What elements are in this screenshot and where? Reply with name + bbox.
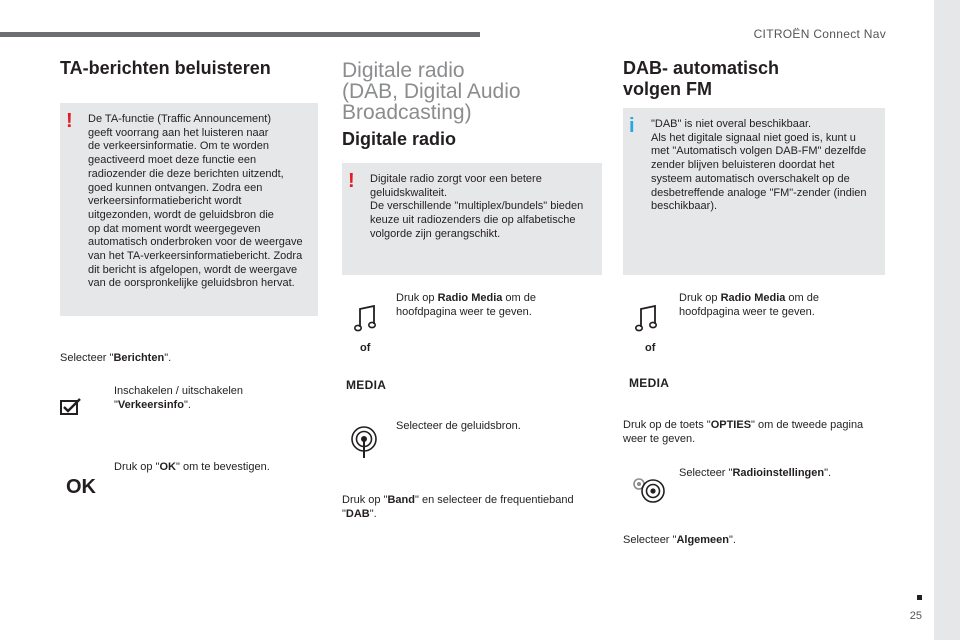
music-note-icon bbox=[354, 305, 376, 333]
step-radio-media: Druk op Radio Media om de hoofdpagina weer te geven. bbox=[679, 292, 820, 318]
chapter-title: Digitale radio (DAB, Digital Audio Broadcasting) bbox=[342, 59, 521, 124]
media-button-icon: MEDIA bbox=[346, 378, 387, 392]
note-text: "DAB" is niet overal beschikbaar. Als het digitale signaal niet goed is, kunt u met "Automatisch volgen DAB-FM" dezelfde zender blijven beluisteren doordat het systeem automatisch overschakelt op de desbetreffende analoge "FM"-zender (indien beschikbaar). bbox=[651, 118, 867, 213]
step-confirm: Druk op "OK" om te bevestigen. bbox=[114, 461, 270, 473]
or-label: of bbox=[645, 342, 656, 354]
step-band: Druk op "Band" en selecteer de frequentieband "DAB". bbox=[342, 494, 574, 520]
radio-signal-icon bbox=[350, 425, 378, 459]
page-number: 25 bbox=[909, 610, 922, 622]
step-toggle-traffic: Inschakelen / uitschakelen "Verkeersinfo". bbox=[114, 385, 244, 411]
step-general: Selecteer "Algemeen". bbox=[623, 534, 736, 546]
checkbox-icon bbox=[60, 398, 82, 416]
section-heading: Digitale radio bbox=[342, 129, 457, 149]
page-marker bbox=[917, 595, 922, 600]
music-note-icon bbox=[635, 305, 657, 333]
warning-icon: ! bbox=[348, 170, 355, 192]
note-text: De TA-functie (Traffic Announcement) geeft voorrang aan het luisteren naar de verkeersinformatie. Om te worden geactiveerd moet deze functie een radiozender die deze berichten uitzendt, goed kunnen ontvangen. Zodra een verkeersinformatiebericht wordt uitgezonden, wordt de geluidsbron die op dat moment wordt weergegeven automatisch onderbroken voor de weergave van het TA-verkeersinformatiebericht. Zodra dit bericht is afgelopen, wordt de weergave van de oorspronkelijke geluidsbron hervat. bbox=[88, 113, 303, 290]
media-button-icon: MEDIA bbox=[629, 376, 670, 390]
section-heading: DAB- automatisch volgen FM bbox=[623, 58, 780, 99]
note-text: Digitale radio zorgt voor een betere geluidskwaliteit. De verschillende "multiplex/bundels" bieden keuze uit radiozenders die op alfabetische volgorde zijn gerangschikt. bbox=[370, 173, 584, 240]
or-label: of bbox=[360, 342, 371, 354]
section-heading: TA-berichten beluisteren bbox=[60, 58, 271, 78]
header-rule bbox=[0, 32, 480, 37]
warning-icon: ! bbox=[66, 110, 73, 132]
radio-settings-icon bbox=[631, 475, 667, 505]
step-select-source: Selecteer de geluidsbron. bbox=[396, 420, 521, 432]
info-note bbox=[623, 108, 885, 275]
warning-note bbox=[60, 103, 318, 316]
info-icon: i bbox=[629, 115, 635, 137]
ok-icon: OK bbox=[66, 476, 96, 498]
warning-note bbox=[342, 163, 602, 275]
header-title: CITROËN Connect Nav bbox=[753, 27, 886, 41]
side-band bbox=[934, 0, 960, 640]
step-radio-media: Druk op Radio Media om de hoofdpagina weer te geven. bbox=[396, 292, 537, 318]
step-options: Druk op de toets "OPTIES" om de tweede pagina weer te geven. bbox=[623, 419, 864, 445]
step-select-messages: Selecteer "Berichten". bbox=[60, 352, 172, 364]
step-radio-settings: Selecteer "Radioinstellingen". bbox=[679, 467, 832, 479]
